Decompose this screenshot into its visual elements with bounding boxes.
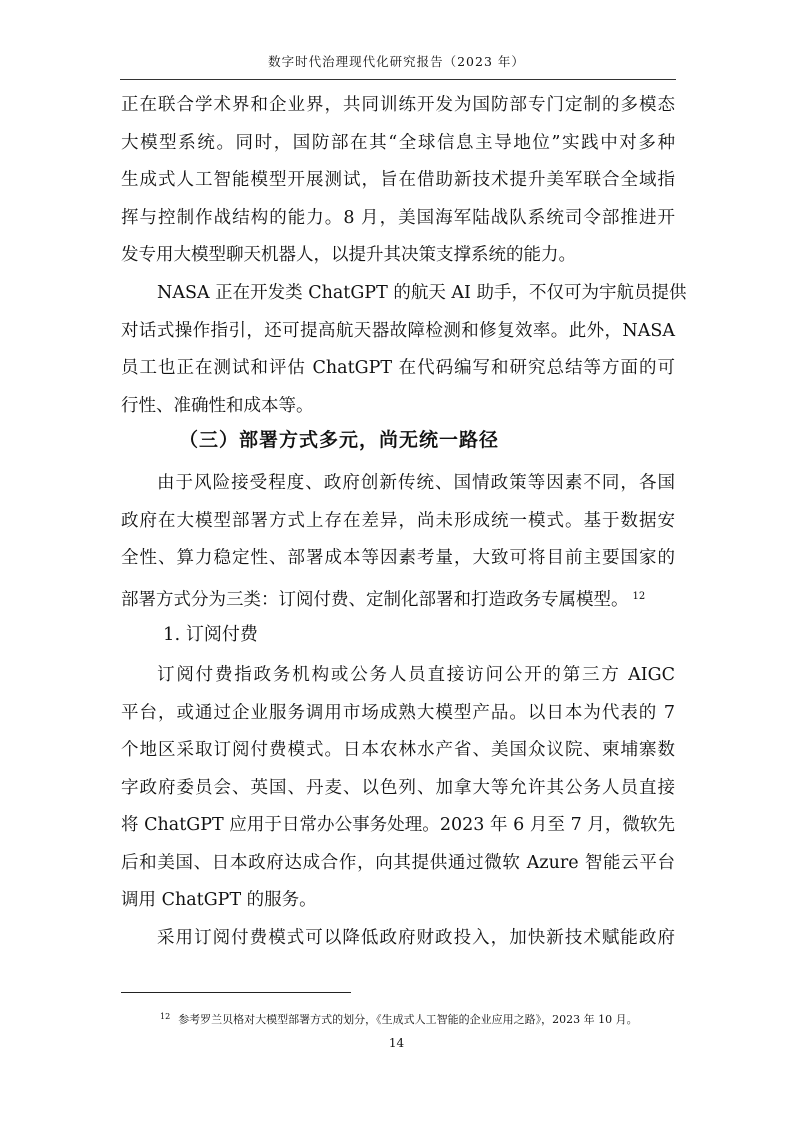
text-line: 挥与控制作战结构的能力。8 月，美国海军陆战队系统司令部推进开: [121, 207, 675, 228]
header-divider: [120, 79, 676, 80]
paragraph-deployment: [121, 465, 675, 619]
text-line: 调用 ChatGPT 的服务。: [121, 890, 317, 910]
text-line: 发专用大模型聊天机器人，以提升其决策支撑系统的能力。: [121, 245, 576, 265]
text-line: 订阅付费指政务机构或公务人员直接访问公开的第三方 AIGC: [157, 665, 675, 685]
text-line: NASA 正在开发类 ChatGPT 的航天 AI 助手，不仅可为宇航员提供: [157, 283, 687, 303]
footnote-number: 12: [160, 1012, 171, 1021]
footnote: [160, 1011, 638, 1027]
footnote-text: 参考罗兰贝格对大模型部署方式的划分，《生成式人工智能的企业应用之路》，2023 年 10 月。: [178, 1013, 638, 1026]
text-line: 对话式操作指引，还可提高航天器故障检测和修复效率。此外，NASA: [121, 320, 675, 341]
text-line: 大模型系统。同时，国防部在其“全球信息主导地位”实践中对多种: [121, 132, 675, 153]
text-line: 采用订阅付费模式可以降低政府财政投入，加快新技术赋能政府: [157, 928, 675, 948]
text-line: 平台，或通过企业服务调用市场成熟大模型产品。以日本为代表的 7: [121, 702, 675, 723]
paragraph-subscription: [121, 657, 675, 920]
page-number: 14: [388, 1036, 405, 1050]
paragraph-cost: [121, 920, 675, 958]
text-line: 生成式人工智能模型开展测试，旨在借助新技术提升美军联合全域指: [121, 170, 675, 190]
running-header: 数字时代治理现代化研究报告（2023 年）: [268, 54, 525, 69]
text-line: 字政府委员会、英国、丹麦、以色列、加拿大等允许其公务人员直接: [121, 777, 675, 798]
text-line: 个地区采取订阅付费模式。日本农林水产省、美国众议院、柬埔寨数: [121, 740, 675, 760]
text-line: 全性、算力稳定性、部署成本等因素考量，大致可将目前主要国家的: [121, 548, 675, 568]
text-line: 政府在大模型部署方式上存在差异，尚未形成统一模式。基于数据安: [121, 510, 675, 531]
text-fragment: 部署方式分为三类：订阅付费、定制化部署和打造政务专属模型。: [121, 589, 629, 610]
text-line: 将 ChatGPT 应用于日常办公事务处理。2023 年 6 月至 7 月，微软先: [121, 815, 675, 835]
text-line: 由于风险接受程度、政府创新传统、国情政策等因素不同，各国: [157, 473, 675, 493]
text-line: [121, 578, 675, 620]
footnote-divider: [121, 992, 351, 993]
section-heading: （三）部署方式多元，尚无统一路径: [179, 429, 500, 451]
text-line: 正在联合学术界和企业界，共同训练开发为国防部专门定制的多模态: [121, 95, 675, 115]
text-line: 行性、准确性和成本等。: [121, 395, 314, 416]
paragraph-defense: [121, 87, 675, 275]
text-line: 员工也正在测试和评估 ChatGPT 在代码编写和研究总结等方面的可: [121, 358, 675, 378]
footnote-reference[interactable]: 12: [632, 590, 646, 602]
text-line: 后和美国、日本政府达成合作，向其提供通过微软 Azure 智能云平台: [121, 852, 675, 873]
subheading-subscription: 1. 订阅付费: [163, 624, 258, 645]
paragraph-nasa: [121, 275, 687, 425]
